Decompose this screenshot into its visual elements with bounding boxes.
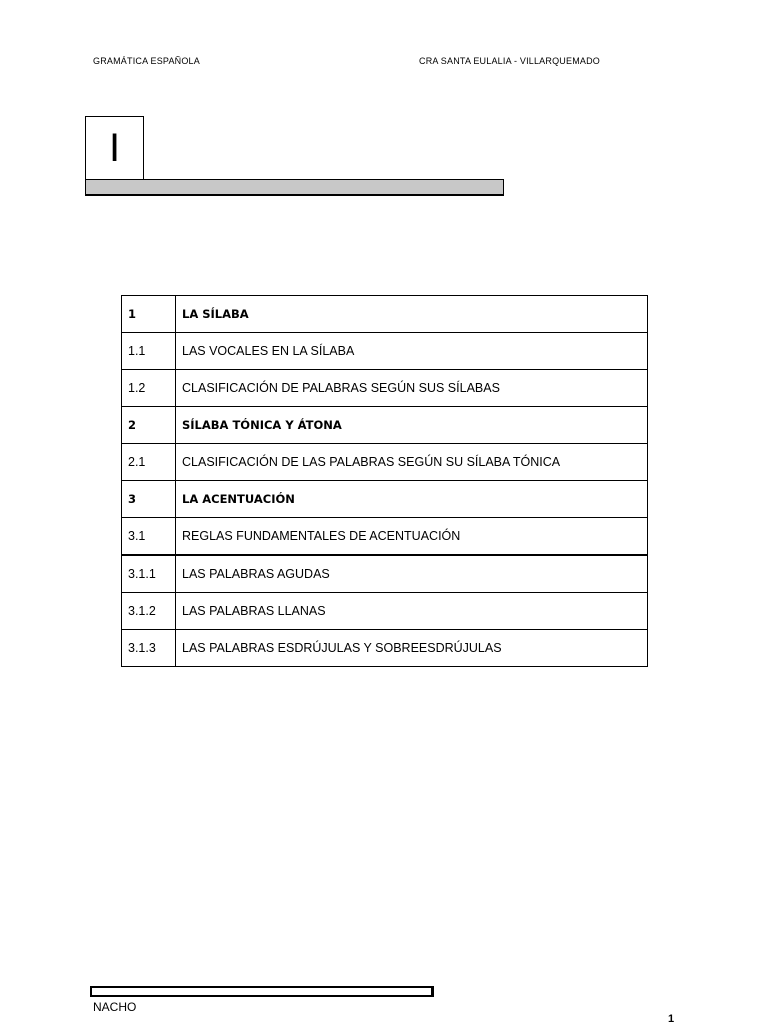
toc-row xyxy=(122,555,648,593)
toc-row xyxy=(122,296,648,333)
header-right-title: CRA SANTA EULALIA - VILLARQUEMADO xyxy=(419,56,600,66)
toc-title: LAS PALABRAS LLANAS xyxy=(176,593,648,630)
toc-title: REGLAS FUNDAMENTALES DE ACENTUACIÓN xyxy=(176,518,648,556)
toc-title: CLASIFICACIÓN DE PALABRAS SEGÚN SUS SÍLABAS xyxy=(176,370,648,407)
toc-title: LAS VOCALES EN LA SÍLABA xyxy=(176,333,648,370)
toc-row xyxy=(122,333,648,370)
toc-number: 1.1 xyxy=(122,333,176,370)
toc-row xyxy=(122,370,648,407)
toc-title: LAS PALABRAS ESDRÚJULAS Y SOBREESDRÚJULAS xyxy=(176,630,648,667)
header-left-title: GRAMÁTICA ESPAÑOLA xyxy=(93,56,200,66)
toc-title: LA ACENTUACIÓN xyxy=(176,481,648,518)
toc-number: 3.1.3 xyxy=(122,630,176,667)
toc-title: CLASIFICACIÓN DE LAS PALABRAS SEGÚN SU SÍLABA TÓNICA xyxy=(176,444,648,481)
toc-row xyxy=(122,444,648,481)
toc-title: SÍLABA TÓNICA Y ÁTONA xyxy=(176,407,648,444)
toc-row xyxy=(122,407,648,444)
toc-row xyxy=(122,630,648,667)
toc-row xyxy=(122,593,648,630)
chapter-underline-bar xyxy=(85,179,504,196)
toc-number: 1 xyxy=(122,296,176,333)
chapter-numeral: I xyxy=(85,116,144,179)
toc-number: 3.1 xyxy=(122,518,176,556)
toc-number: 3.1.2 xyxy=(122,593,176,630)
toc-number: 3 xyxy=(122,481,176,518)
toc-number: 2 xyxy=(122,407,176,444)
footer-author-name: NACHO xyxy=(93,1000,137,1014)
toc-number: 3.1.1 xyxy=(122,555,176,593)
toc-row xyxy=(122,518,648,556)
toc-title: LAS PALABRAS AGUDAS xyxy=(176,555,648,593)
toc-number: 2.1 xyxy=(122,444,176,481)
footer-bar xyxy=(90,986,434,997)
table-of-contents xyxy=(121,295,648,667)
page-number: 1 xyxy=(668,1013,675,1025)
toc-title: LA SÍLABA xyxy=(176,296,648,333)
toc-number: 1.2 xyxy=(122,370,176,407)
toc-row xyxy=(122,481,648,518)
